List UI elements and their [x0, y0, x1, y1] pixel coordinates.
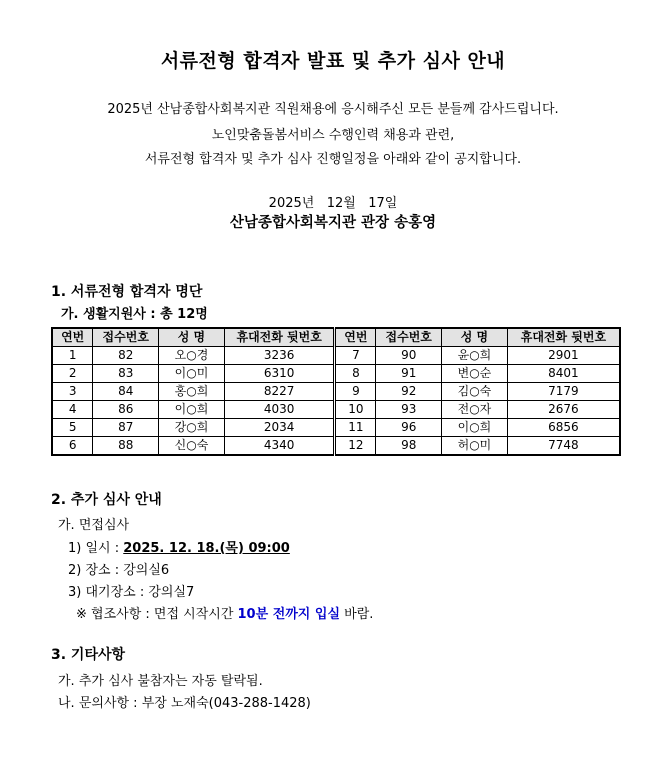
section-3-line-a: 가. 추가 심사 불참자는 자동 탈락됨.: [58, 674, 263, 689]
table-cell: 98: [376, 437, 442, 456]
column-header: 연번: [335, 328, 376, 347]
column-header: 성 명: [442, 328, 508, 347]
cooperation-note-prefix: ※ 협조사항 : 면접 시작시간: [76, 607, 238, 622]
table-cell: 2: [52, 365, 93, 383]
table-cell: 84: [93, 383, 159, 401]
table-cell: 93: [376, 401, 442, 419]
table-row: [52, 383, 620, 401]
intro-line-1: 2025년 산남종합사회복지관 직원채용에 응시해주신 모든 분들께 감사드립니다.: [107, 102, 559, 117]
table-cell: 90: [376, 347, 442, 365]
section-3-line-b: 나. 문의사항 : 부장 노재숙(043-288-1428): [58, 696, 311, 711]
table-cell: 7748: [507, 437, 620, 456]
column-header: 접수번호: [93, 328, 159, 347]
table-cell: 이○미: [159, 365, 225, 383]
column-header: 성 명: [159, 328, 225, 347]
table-cell: 강○희: [159, 419, 225, 437]
table-cell: 허○미: [442, 437, 508, 456]
page-title: 서류전형 합격자 발표 및 추가 심사 안내: [160, 50, 506, 72]
table-cell: 92: [376, 383, 442, 401]
section-3-heading: 3. 기타사항: [51, 647, 126, 663]
interview-datetime-value: 2025. 12. 18.(목) 09:00: [123, 541, 290, 556]
table-cell: 96: [376, 419, 442, 437]
intro-line-2: 노인맞춤돌봄서비스 수행인력 채용과 관련,: [211, 128, 455, 143]
section-1-heading: 1. 서류전형 합격자 명단: [51, 284, 203, 300]
table-cell: 87: [93, 419, 159, 437]
interview-datetime-label: 1) 일시 :: [68, 541, 124, 556]
column-header: 휴대전화 뒷번호: [224, 328, 335, 347]
table-cell: 4340: [224, 437, 335, 456]
table-row: [52, 419, 620, 437]
table-cell: 86: [93, 401, 159, 419]
table-cell: 변○순: [442, 365, 508, 383]
table-row: [52, 401, 620, 419]
section-2-sub-a: 가. 면접심사: [58, 518, 130, 533]
table-cell: 7: [335, 347, 376, 365]
organization-signature: 산남종합사회복지관 관장 송홍영: [229, 215, 437, 231]
table-row: [52, 365, 620, 383]
notice-date: 2025년 12월 17일: [268, 196, 398, 211]
column-header: 휴대전화 뒷번호: [507, 328, 620, 347]
table-cell: 4030: [224, 401, 335, 419]
table-row: [52, 437, 620, 456]
table-cell: 홍○희: [159, 383, 225, 401]
table-cell: 2901: [507, 347, 620, 365]
table-cell: 전○자: [442, 401, 508, 419]
table-cell: 8: [335, 365, 376, 383]
table-cell: 11: [335, 419, 376, 437]
table-cell: 2034: [224, 419, 335, 437]
table-cell: 이○희: [442, 419, 508, 437]
intro-line-3: 서류전형 합격자 및 추가 심사 진행일정을 아래와 같이 공지합니다.: [144, 152, 522, 167]
table-cell: 윤○희: [442, 347, 508, 365]
table-cell: 82: [93, 347, 159, 365]
interview-datetime: [68, 537, 290, 556]
table-cell: 12: [335, 437, 376, 456]
table-cell: 2676: [507, 401, 620, 419]
interview-location: 2) 장소 : 강의실6: [68, 563, 170, 578]
table-cell: 6: [52, 437, 93, 456]
table-cell: 9: [335, 383, 376, 401]
column-header: 접수번호: [376, 328, 442, 347]
table-cell: 4: [52, 401, 93, 419]
table-cell: 6310: [224, 365, 335, 383]
table-row: [52, 347, 620, 365]
cooperation-note-highlight: 10분 전까지 입실: [237, 607, 341, 622]
table-cell: 7179: [507, 383, 620, 401]
table-cell: 88: [93, 437, 159, 456]
section-2-heading: 2. 추가 심사 안내: [51, 492, 162, 508]
table-header-row: [52, 328, 620, 347]
table-cell: 이○희: [159, 401, 225, 419]
waiting-location: 3) 대기장소 : 강의실7: [68, 585, 195, 600]
table-cell: 신○숙: [159, 437, 225, 456]
cooperation-note: [76, 603, 373, 622]
table-cell: 83: [93, 365, 159, 383]
table-cell: 김○숙: [442, 383, 508, 401]
table-cell: 91: [376, 365, 442, 383]
table-cell: 3: [52, 383, 93, 401]
applicant-table: [51, 327, 621, 456]
table-cell: 5: [52, 419, 93, 437]
table-cell: 8401: [507, 365, 620, 383]
section-1-subheading: 가. 생활지원사 : 총 12명: [61, 307, 208, 322]
table-cell: 오○경: [159, 347, 225, 365]
table-cell: 8227: [224, 383, 335, 401]
table-cell: 1: [52, 347, 93, 365]
column-header: 연번: [52, 328, 93, 347]
table-cell: 6856: [507, 419, 620, 437]
table-cell: 3236: [224, 347, 335, 365]
cooperation-note-suffix: 바람.: [340, 607, 374, 622]
table-cell: 10: [335, 401, 376, 419]
